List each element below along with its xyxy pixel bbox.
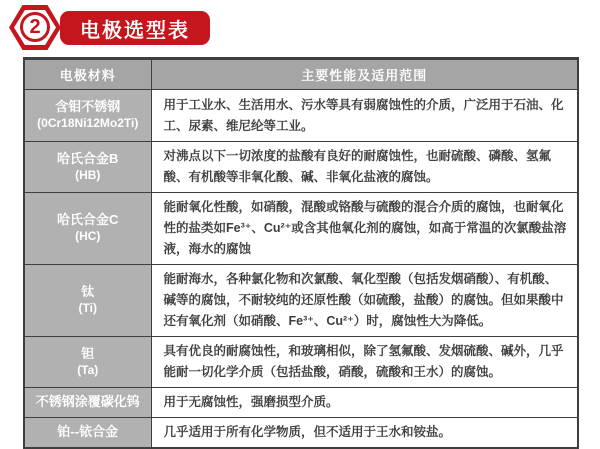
material-cell [24,388,151,418]
material-cell [24,265,151,337]
table-row [24,265,578,337]
material-name: 哈氏合金C [57,212,119,228]
description-cell: 对沸点以下一切浓度的盐酸有良好的耐腐蚀性，也耐硫酸、磷酸、氢氟酸、有机酸等非氧化酸、碱、非氧化盐液的腐蚀。 [151,142,578,193]
material-formula: (HC) [75,229,101,244]
material-name: 钛 [81,284,95,300]
material-formula: (HB) [75,167,101,182]
table-row [24,337,578,388]
material-name: 哈氏合金B [57,150,119,166]
material-cell [24,337,151,388]
column-header-material: 电极材料 [24,59,151,90]
section-title-banner [60,11,210,45]
page-title: 电极选型表 [80,19,190,42]
table-header-row [24,59,578,90]
badge-number: 2 [29,15,41,38]
table-row [24,142,578,193]
electrode-selection-table [23,57,579,449]
material-cell [24,193,151,265]
table-row [24,90,578,142]
section-header [0,0,600,56]
material-cell [24,142,151,193]
table-row [24,193,578,265]
description-cell: 用于无腐蚀性，强磨损型介质。 [151,388,578,418]
description-cell: 具有优良的耐腐蚀性，和玻璃相似，除了氢氟酸、发烟硫酸、碱外，几乎能耐一切化学介质（包括盐酸，硝酸，硫酸和王水）的腐蚀。 [151,337,578,388]
material-cell [24,90,151,142]
table-row [24,418,578,449]
material-formula: (Ta) [77,362,99,377]
material-name: 含钼不锈钢 [55,99,121,115]
description-cell: 能耐氧化性酸，如硝酸，混酸或铬酸与硫酸的混合介质的腐蚀，也耐氧化性的盐类如Fe³⁺、Cu²⁺或含其他氧化剂的腐蚀，如高于常温的次氯酸盐溶液，海水的腐蚀 [151,193,578,265]
material-formula: (0Cr18Ni12Mo2Ti) [37,116,139,131]
table-row [24,388,578,418]
material-name: 不锈钢涂覆碳化钨 [35,394,140,410]
material-cell [24,418,151,449]
column-header-performance: 主要性能及适用范围 [151,59,578,90]
description-cell: 用于工业水、生活用水、污水等具有弱腐蚀性的介质，广泛用于石油、化工、尿素、维尼纶等工业。 [151,90,578,142]
description-cell: 几乎适用于所有化学物质，但不适用于王水和铵盐。 [151,418,578,449]
description-cell: 能耐海水，各种氯化物和次氯酸、氧化型酸（包括发烟硝酸）、有机酸、碱等的腐蚀，不耐较纯的还原性酸（如硫酸，盐酸）的腐蚀。但如果酸中还有氧化剂（如硝酸、Fe³⁺、Cu²⁺）时，腐蚀性大为降低。 [151,265,578,337]
badge-number-circle [20,12,50,42]
material-name: 钽 [81,345,95,361]
section-number-badge [9,5,61,50]
material-formula: (Ti) [78,301,97,316]
material-name: 铂--铱合金 [57,424,119,440]
